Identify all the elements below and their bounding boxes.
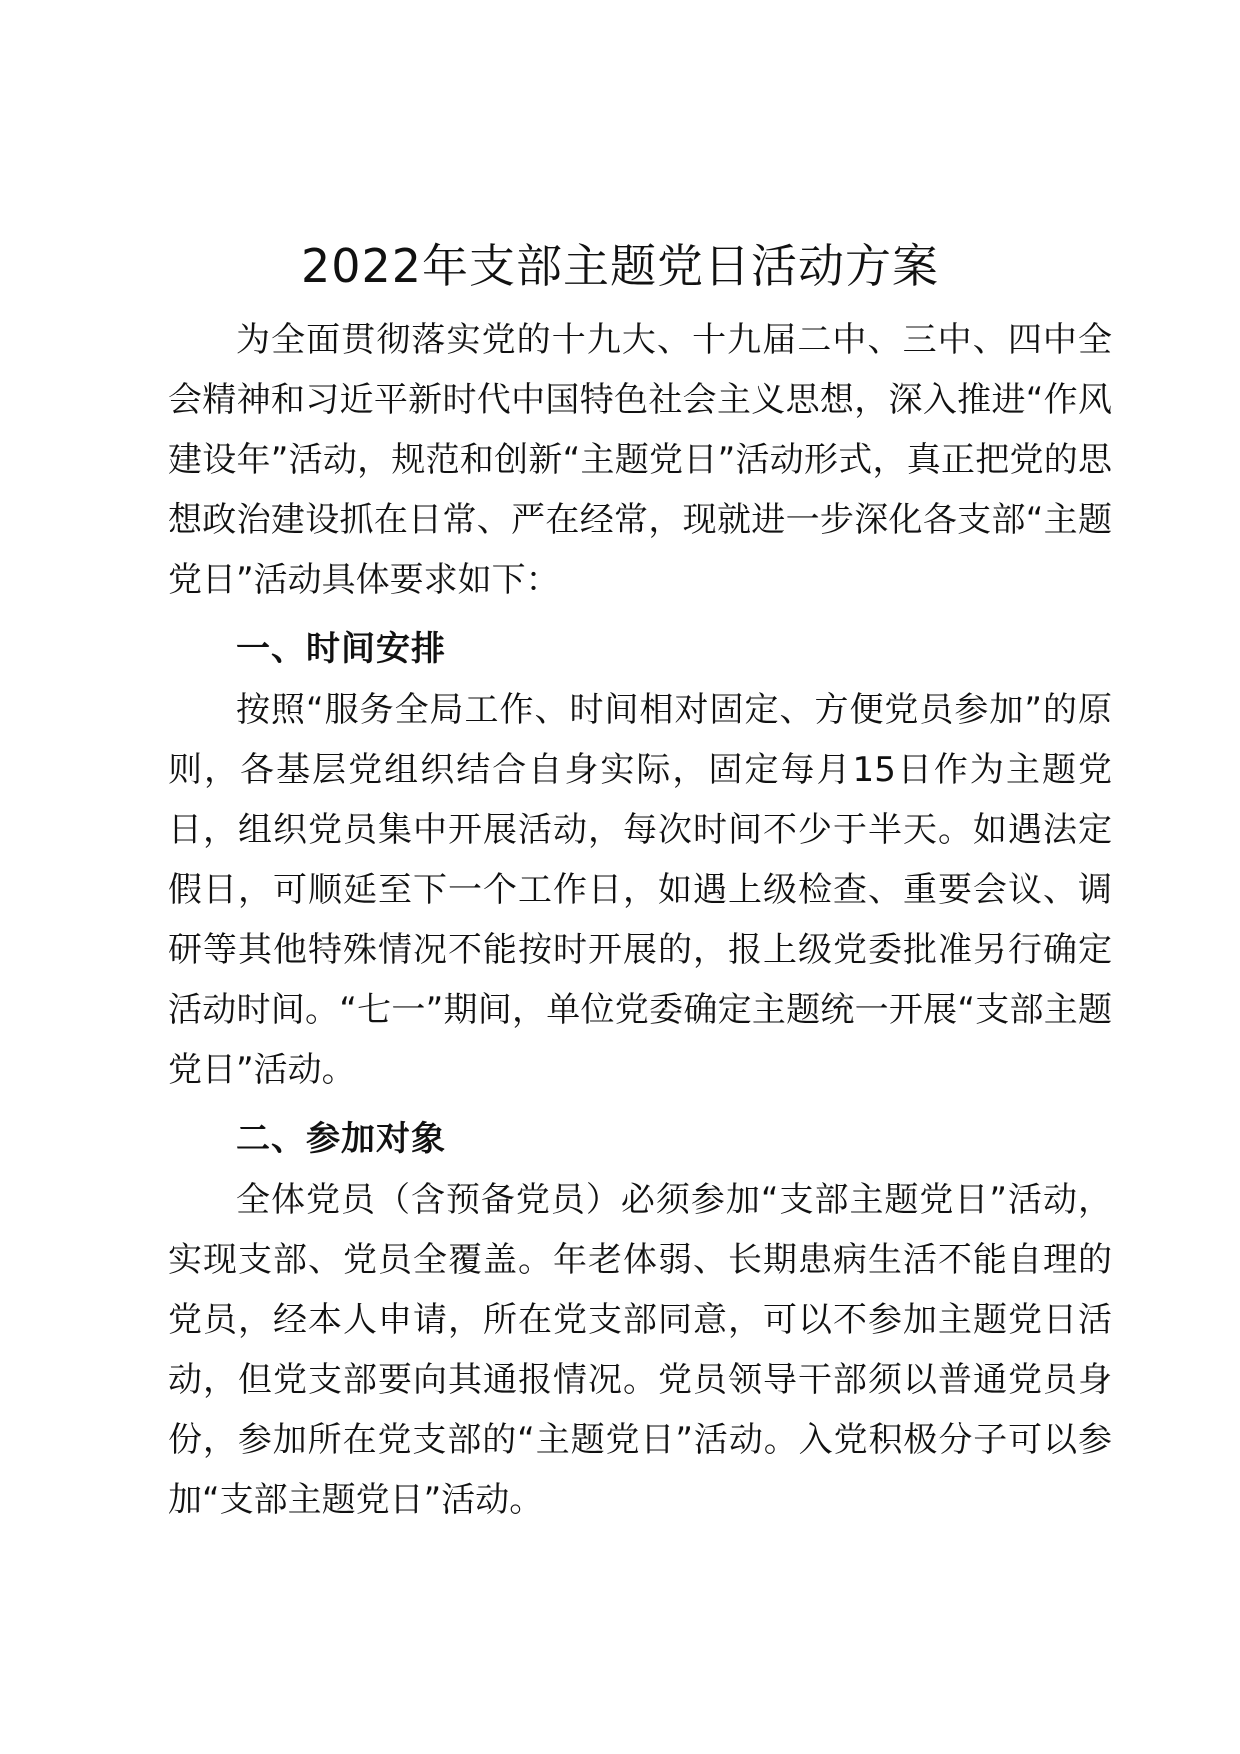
section-paragraph-participants: 全体党员（含预备党员）必须参加“支部主题党日”活动，实现支部、党员全覆盖。年老体弱、长期患病生活不能自理的党员，经本人申请，所在党支部同意，可以不参加主题党日活动，但党支部要向其通报情况。党员领导干部须以普通党员身份，参加所在党支部的“主题党日”活动。入党积极分子可以参加“支部主题党日”活动。	[168, 1180, 1112, 1520]
document-title: 2022年支部主题党日活动方案	[300, 239, 940, 293]
document-body	[168, 310, 1112, 1530]
intro-paragraph: 为全面贯彻落实党的十九大、十九届二中、三中、四中全会精神和习近平新时代中国特色社会主义思想，深入推进“作风建设年”活动，规范和创新“主题党日”活动形式，真正把党的思想政治建设抓在日常、严在经常，现就进一步深化各支部“主题党日”活动具体要求如下：	[168, 320, 1112, 600]
section-heading-participants: 二、参加对象	[236, 1119, 446, 1159]
section-heading-schedule: 一、时间安排	[236, 629, 446, 669]
section-paragraph-schedule: 按照“服务全局工作、时间相对固定、方便党员参加”的原则，各基层党组织结合自身实际，固定每月15日作为主题党日，组织党员集中开展活动，每次时间不少于半天。如遇法定假日，可顺延至下一个工作日，如遇上级检查、重要会议、调研等其他特殊情况不能按时开展的，报上级党委批准另行确定活动时间。“七一”期间，单位党委确定主题统一开展“支部主题党日”活动。	[168, 690, 1112, 1090]
